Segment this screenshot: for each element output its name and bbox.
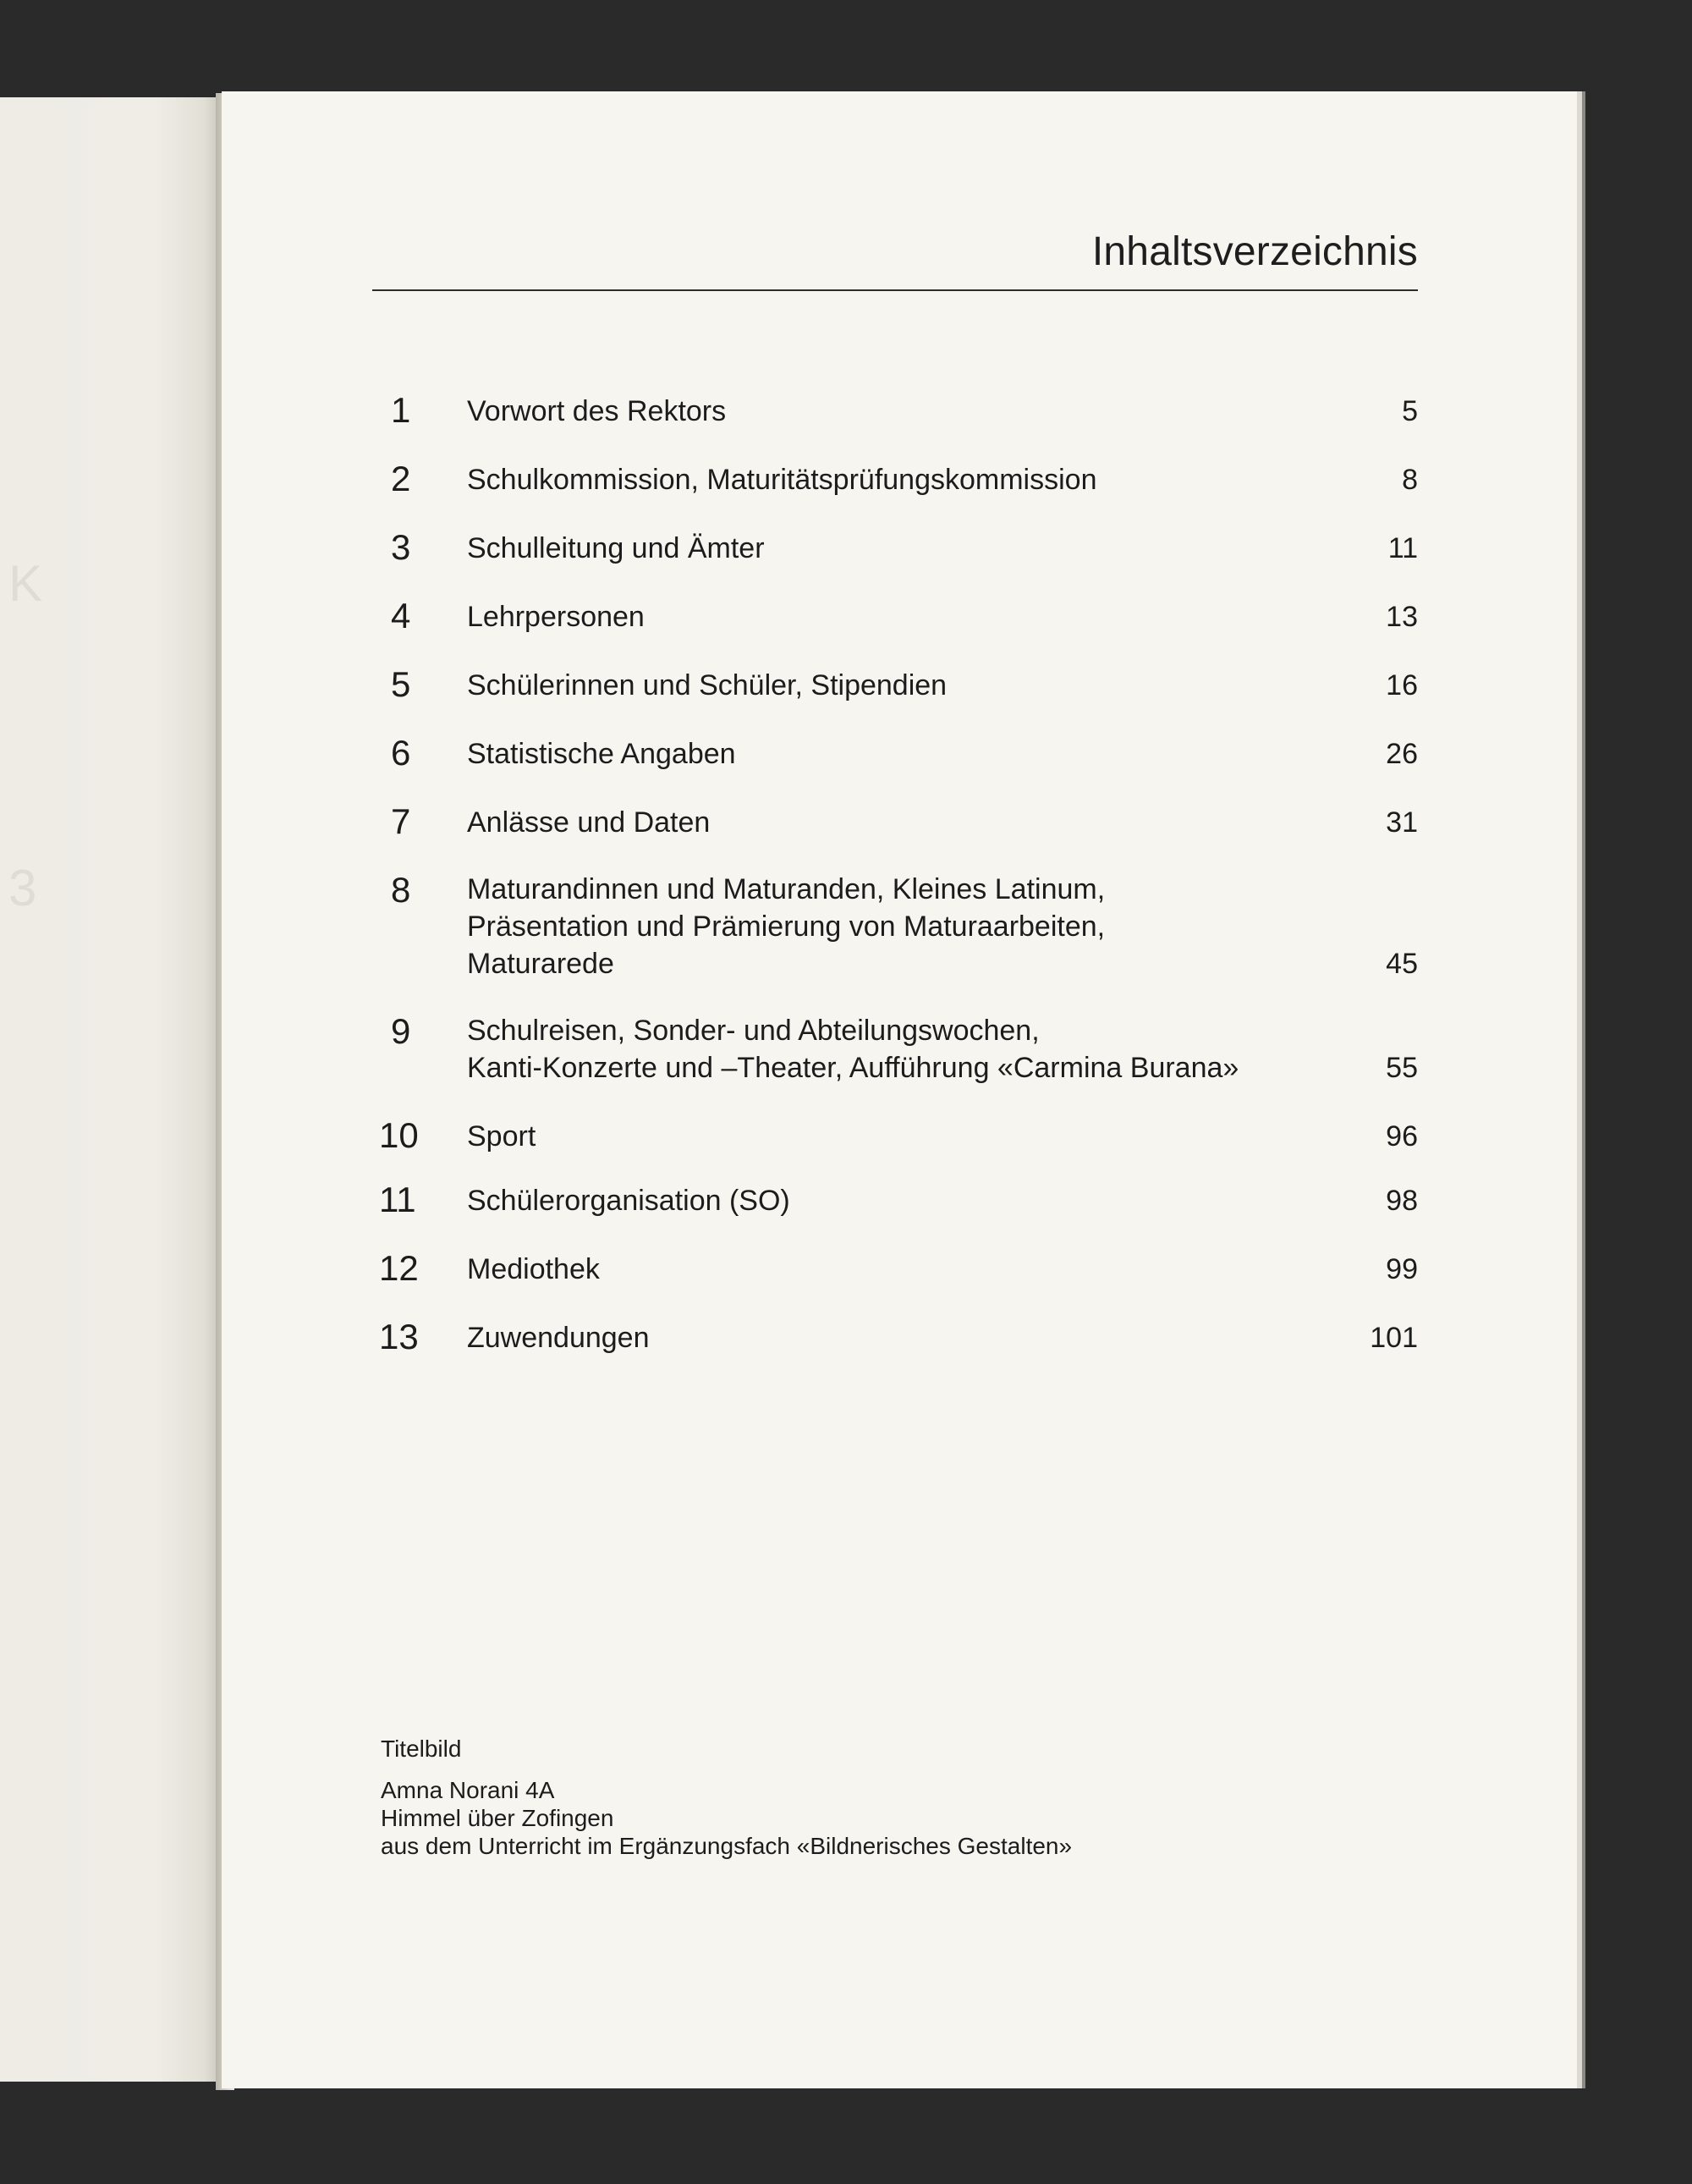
toc-entry-title [467, 1319, 1316, 1356]
toc-entry [372, 802, 1418, 841]
toc-entry-page: 98 [1386, 1185, 1418, 1217]
left-page [0, 97, 222, 2082]
toc-entry-page: 16 [1386, 669, 1418, 701]
toc-entry-page: 45 [1386, 948, 1418, 980]
toc-entry-title-line: Vorwort des Rektors [467, 395, 727, 427]
toc-entry-number: 4 [391, 596, 411, 635]
page-title: Inhaltsverzeichnis [1091, 229, 1418, 274]
toc-entry-title [467, 735, 1316, 773]
toc-entry-title-line: Schülerinnen und Schüler, Stipendien [467, 669, 948, 701]
toc-entry [372, 1318, 1418, 1356]
toc-entry-number: 13 [379, 1317, 419, 1356]
toc-entry-number: 12 [379, 1248, 419, 1288]
toc-entry-title [467, 871, 1316, 982]
toc-entry [372, 391, 1418, 430]
toc-entry-title-line: Statistische Angaben [467, 738, 736, 770]
toc-entry-number: 2 [391, 459, 411, 498]
toc-entry-page: 96 [1386, 1120, 1418, 1153]
toc-entry-title [467, 1118, 1316, 1155]
toc-entry-title-line: Kanti-Konzerte und –Theater, Aufführung «Carmina Burana» [467, 1052, 1239, 1084]
toc-entry-title-line: Schulreisen, Sonder- und Abteilungswochen, [467, 1015, 1040, 1047]
toc-entry-title-line: Sport [467, 1120, 536, 1153]
toc-entry-number: 3 [391, 527, 411, 567]
toc-entry [372, 459, 1418, 498]
toc-entry-title [467, 1182, 1316, 1219]
toc-entry-number: 6 [391, 733, 411, 773]
toc-entry-title-line: Schulleitung und Ämter [467, 532, 765, 564]
caption-line: aus dem Unterricht im Ergänzungsfach «Bildnerisches Gestalten» [381, 1833, 1073, 1859]
toc-entry-page: 55 [1386, 1052, 1418, 1084]
toc-entry [372, 1249, 1418, 1288]
toc-entry-title-line: Maturandinnen und Maturanden, Kleines Latinum, [467, 873, 1106, 905]
toc-entry-title-line: Lehrpersonen [467, 601, 645, 633]
toc-entry-page: 13 [1386, 601, 1418, 633]
toc-entry-number: 5 [391, 664, 411, 704]
table-of-contents [372, 391, 1418, 1356]
toc-entry-number: 8 [391, 870, 411, 910]
toc-entry-page: 101 [1370, 1322, 1418, 1354]
toc-entry-number: 10 [379, 1115, 419, 1155]
toc-entry-number: 11 [379, 1180, 416, 1219]
caption-line: Himmel über Zofingen [381, 1805, 614, 1831]
toc-entry-page: 99 [1386, 1253, 1418, 1285]
toc-entry-page: 26 [1386, 738, 1418, 770]
bleed-through-mark: 3 [8, 860, 37, 916]
toc-entry-title [467, 667, 1316, 704]
toc-entry-title [467, 530, 1316, 567]
toc-entry-title [467, 1012, 1316, 1086]
toc-entry-number: 1 [391, 390, 411, 430]
toc-entry [372, 1180, 1418, 1219]
toc-entry-title-line: Zuwendungen [467, 1322, 650, 1354]
toc-entry [372, 734, 1418, 773]
toc-entry-title-line: Schulkommission, Maturitätsprüfungskommission [467, 464, 1097, 496]
toc-entry [372, 1116, 1418, 1155]
toc-entry [372, 1012, 1418, 1086]
toc-entry [372, 528, 1418, 567]
toc-entry-title [467, 393, 1316, 430]
page-header [372, 228, 1418, 291]
toc-entry-title-line: Präsentation und Prämierung von Maturaarbeiten, [467, 910, 1106, 943]
toc-entry-title-line: Mediothek [467, 1253, 600, 1285]
toc-entry-page: 5 [1402, 395, 1418, 427]
toc-entry-title [467, 598, 1316, 635]
toc-entry [372, 597, 1418, 635]
toc-entry-page: 11 [1387, 532, 1418, 564]
toc-entry-number: 9 [391, 1011, 411, 1051]
toc-entry-number: 7 [391, 801, 411, 841]
toc-entry-title-line: Schülerorganisation (SO) [467, 1185, 790, 1217]
toc-entry-page: 31 [1386, 806, 1418, 839]
toc-entry [372, 871, 1418, 982]
toc-entry-title [467, 804, 1316, 841]
toc-entry [372, 665, 1418, 704]
cover-caption [381, 1735, 1072, 1860]
toc-entry-title [467, 1251, 1316, 1288]
caption-heading: Titelbild [381, 1736, 462, 1762]
bleed-through-mark: K [8, 555, 43, 612]
toc-entry-title-line: Anlässe und Daten [467, 806, 711, 839]
caption-line: Amna Norani 4A [381, 1777, 555, 1803]
toc-entry-title-line: Maturarede [467, 948, 614, 980]
toc-entry-page: 8 [1402, 464, 1418, 496]
toc-entry-title [467, 461, 1316, 498]
